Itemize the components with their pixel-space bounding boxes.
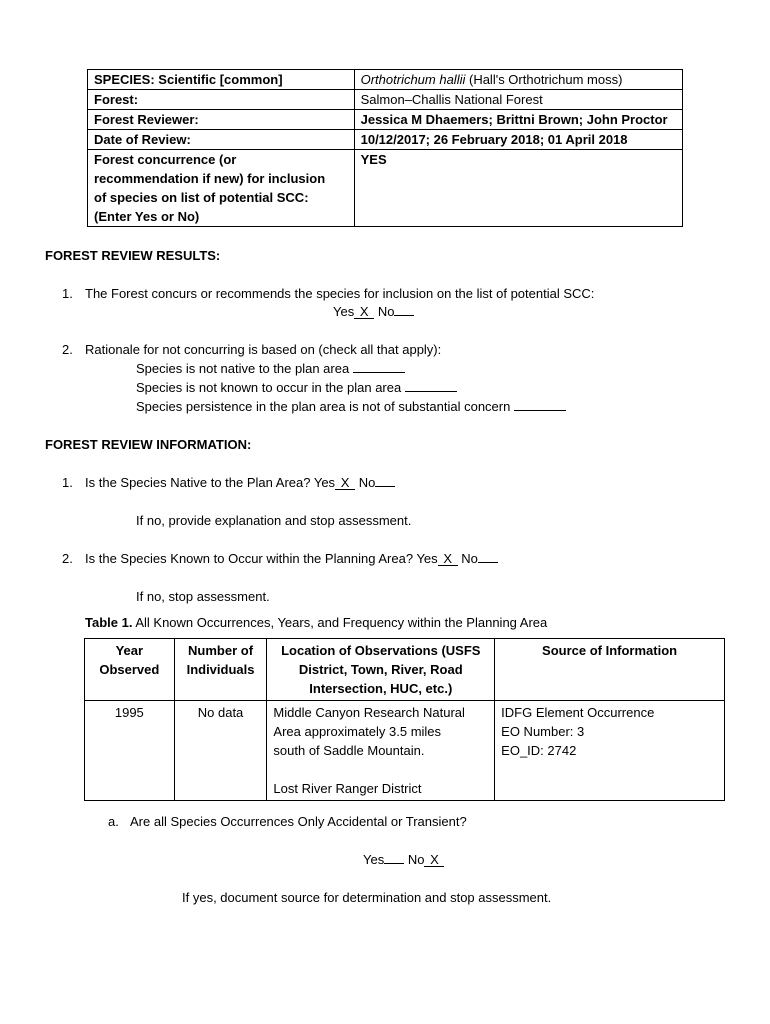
qa-text: Are all Species Occurrences Only Accidental or Transient? [130,814,467,829]
header-number: Number of Individuals [174,639,267,701]
yes-checkbox[interactable] [384,850,404,864]
table-row [85,701,725,801]
species-info-table [87,69,683,227]
no-checkbox[interactable] [478,549,498,563]
results-item2-number: 2. [62,342,73,357]
information-heading: FOREST REVIEW INFORMATION: [45,437,252,452]
no-checkbox[interactable] [394,302,414,316]
species-common-name: (Hall's Orthotrichum moss) [465,72,623,87]
qa-note: If yes, document source for determination and stop assessment. [182,890,552,905]
review-date-label: Date of Review: [88,130,355,150]
species-scientific-name: Orthotrichum hallii [360,72,466,87]
table-header-row [85,639,725,701]
table-row [88,130,683,150]
results-item1-answer: Yes X No [333,302,414,321]
header-location: Location of Observations (USFS District, Town, River, Road Intersection, HUC, etc.) [267,639,495,701]
review-date-value: 10/12/2017; 26 February 2018; 01 April 2018 [354,130,682,150]
results-item1-number: 1. [62,286,73,301]
table-row [88,70,683,90]
info-q1: Is the Species Native to the Plan Area? Yes X No [85,473,395,492]
cell-number: No data [174,701,267,801]
results-item2-text: Rationale for not concurring is based on (check all that apply): [85,342,442,357]
yes-checkbox[interactable]: X [438,552,458,566]
no-checkbox[interactable]: X [424,853,444,867]
results-heading: FOREST REVIEW RESULTS: [45,248,221,263]
table-row [88,90,683,110]
qa-answer: Yes No X [363,850,444,869]
cell-year: 1995 [85,701,175,801]
yes-checkbox[interactable]: X [354,305,374,319]
concurrence-value: YES [354,150,682,227]
cell-location: Middle Canyon Research Natural Area approximately 3.5 miles south of Saddle Mountain. Lost River Ranger District [267,701,495,801]
rationale-blank[interactable] [405,378,457,392]
rationale-blank[interactable] [353,359,405,373]
qa-letter: a. [108,814,119,829]
species-label: SPECIES: Scientific [common] [88,70,355,90]
species-value [354,70,682,90]
concurrence-label: Forest concurrence (or recommendation if new) for inclusion of species on list of potential SCC: (Enter Yes or No) [88,150,355,227]
reviewer-label: Forest Reviewer: [88,110,355,130]
cell-source: IDFG Element Occurrence EO Number: 3 EO_ID: 2742 [495,701,725,801]
info-q1-number: 1. [62,475,73,490]
occurrence-table [84,638,725,801]
forest-value: Salmon–Challis National Forest [354,90,682,110]
table-row [88,110,683,130]
reviewer-value: Jessica M Dhaemers; Brittni Brown; John Proctor [354,110,682,130]
rationale-blank[interactable] [514,397,566,411]
info-q2-number: 2. [62,551,73,566]
header-source: Source of Information [495,639,725,701]
info-q2-note: If no, stop assessment. [136,589,270,604]
table-row [88,150,683,227]
rationale-option: Species is not known to occur in the plan area [136,378,457,397]
no-checkbox[interactable] [375,473,395,487]
results-item1-text: The Forest concurs or recommends the species for inclusion on the list of potential SCC: [85,286,595,301]
yes-checkbox[interactable]: X [335,476,355,490]
rationale-option: Species persistence in the plan area is not of substantial concern [136,397,566,416]
info-q2: Is the Species Known to Occur within the Planning Area? Yes X No [85,549,498,568]
rationale-option: Species is not native to the plan area [136,359,405,378]
header-year: Year Observed [85,639,175,701]
table-caption: Table 1. All Known Occurrences, Years, and Frequency within the Planning Area [85,615,548,630]
info-q1-note: If no, provide explanation and stop assessment. [136,513,412,528]
forest-label: Forest: [88,90,355,110]
